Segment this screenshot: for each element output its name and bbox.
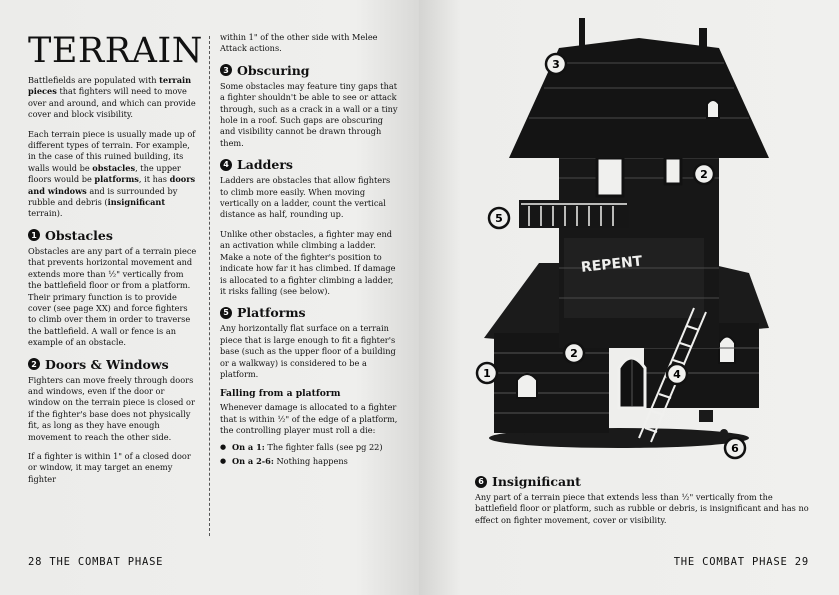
svg-text:4: 4 [673, 368, 681, 381]
insignificant-section [475, 474, 815, 526]
column-divider [209, 36, 210, 536]
right-column [220, 32, 398, 470]
obscuring-heading: 3 Obscuring [220, 63, 398, 78]
obscuring-text: Some obstacles may feature tiny gaps that a fighter shouldn't be able to see or attack through, such as a crack in a wall or a tiny hole in a roof. Such gaps are obscuring and visibility cannot be drawn through them. [220, 80, 398, 148]
svg-text:1: 1 [483, 367, 491, 380]
callout-1 [477, 363, 497, 383]
insignificant-heading: 6 Insignificant [475, 474, 815, 489]
platforms-text: Any horizontally flat surface on a terrain piece that is large enough to fit a fighter's base (such as the upper floor of a building or a walkway) is considered to be a platform. [220, 323, 396, 379]
doors-text-2: If a fighter is within 1" of a closed door or window, it may target an enemy fighter [28, 450, 191, 484]
svg-text:5: 5 [495, 212, 503, 225]
intro-paragraph: Battlefields are populated with terrain pieces that fighters will need to move over and around, and which can provide cover and block visibility. [28, 75, 196, 120]
svg-text:2: 2 [570, 347, 578, 360]
insignificant-text: Any part of a terrain piece that extends less than ½" vertically from the battlefield floor or platform, such as rubble or debris, is insignificant and has no effect on fighter movement, cover or visibility. [475, 492, 809, 525]
ruined-building-illustration [469, 8, 769, 468]
ladders-text-1: Ladders are obstacles that allow fighters to climb more easily. When moving vertically on a ladder, count the vertical distance as half, rounding up. [220, 175, 391, 220]
number-badge: 3 [220, 64, 232, 76]
balcony-icon [519, 200, 629, 228]
obstacles-heading: 1 Obstacles [28, 228, 198, 243]
number-badge: 5 [220, 307, 232, 319]
platforms-heading: 5 Platforms [220, 305, 398, 320]
callout-2-window [694, 164, 714, 184]
callout-5 [489, 208, 509, 228]
left-page [0, 0, 419, 595]
intro-example-paragraph: Each terrain piece is usually made up of different types of terrain. For example, in the case of this ruined building, its walls would be obstacles, the upper floors would be platforms, it has doors and windows and is surrounded by rubble and debris (insignificant terrain). [28, 128, 196, 219]
ladders-heading: 4 Ladders [220, 157, 398, 172]
falling-roll-list [220, 442, 398, 468]
right-footer: THE COMBAT PHASE 29 [673, 556, 809, 568]
callout-6 [725, 438, 745, 458]
ladders-text-2: Unlike other obstacles, a fighter may end an activation while climbing a ladder. Make a note of the fighter's position to indicate how far it has climbed. If damage is allocated to a fighter climbing a ladder, it risks falling (see below). [220, 228, 396, 296]
svg-text:3: 3 [552, 58, 560, 71]
callout-4 [667, 364, 687, 384]
right-page [419, 0, 839, 595]
left-footer: 28 THE COMBAT PHASE [28, 556, 164, 568]
page-title: TERRAIN [28, 31, 203, 71]
number-badge: 2 [28, 358, 40, 370]
left-column [28, 30, 203, 493]
callout-3 [546, 54, 566, 74]
repent-sign: REPENT [580, 253, 644, 276]
doors-text-1: Fighters can move freely through doors and windows, even if the door or window on the terrain piece is closed or if the fighter's base does not physically fit, as long as they have enough movement to reach the other side. [28, 374, 195, 442]
callout-2-door [564, 343, 584, 363]
svg-text:6: 6 [731, 442, 739, 455]
doors-windows-heading: 2 Doors & Windows [28, 357, 198, 372]
svg-text:2: 2 [700, 168, 708, 181]
roof-icon [509, 18, 769, 158]
number-badge: 4 [220, 159, 232, 171]
number-badge: 6 [475, 476, 487, 488]
falling-heading: Falling from a platform [220, 388, 341, 400]
falling-text: Whenever damage is allocated to a fighter that is within ½" of the edge of a platform, the controlling player must roll a die: [220, 402, 398, 436]
obstacles-text: Obstacles are any part of a terrain piece that prevents horizontal movement and extends more than ½" vertically from the battlefield floor or from a platform. Their primary function is to provide cover (see page XX) and force fighters to climb over them in order to traverse the battlefield. A wall or fence is an example of an obstacle. [28, 245, 197, 348]
doors-continued-text: within 1" of the other side with Melee Attack actions. [220, 32, 378, 54]
list-item: ● On a 1: The fighter falls (see pg 22) [220, 442, 398, 453]
number-badge: 1 [28, 229, 40, 241]
list-item: ● On a 2-6: Nothing happens [220, 456, 398, 467]
